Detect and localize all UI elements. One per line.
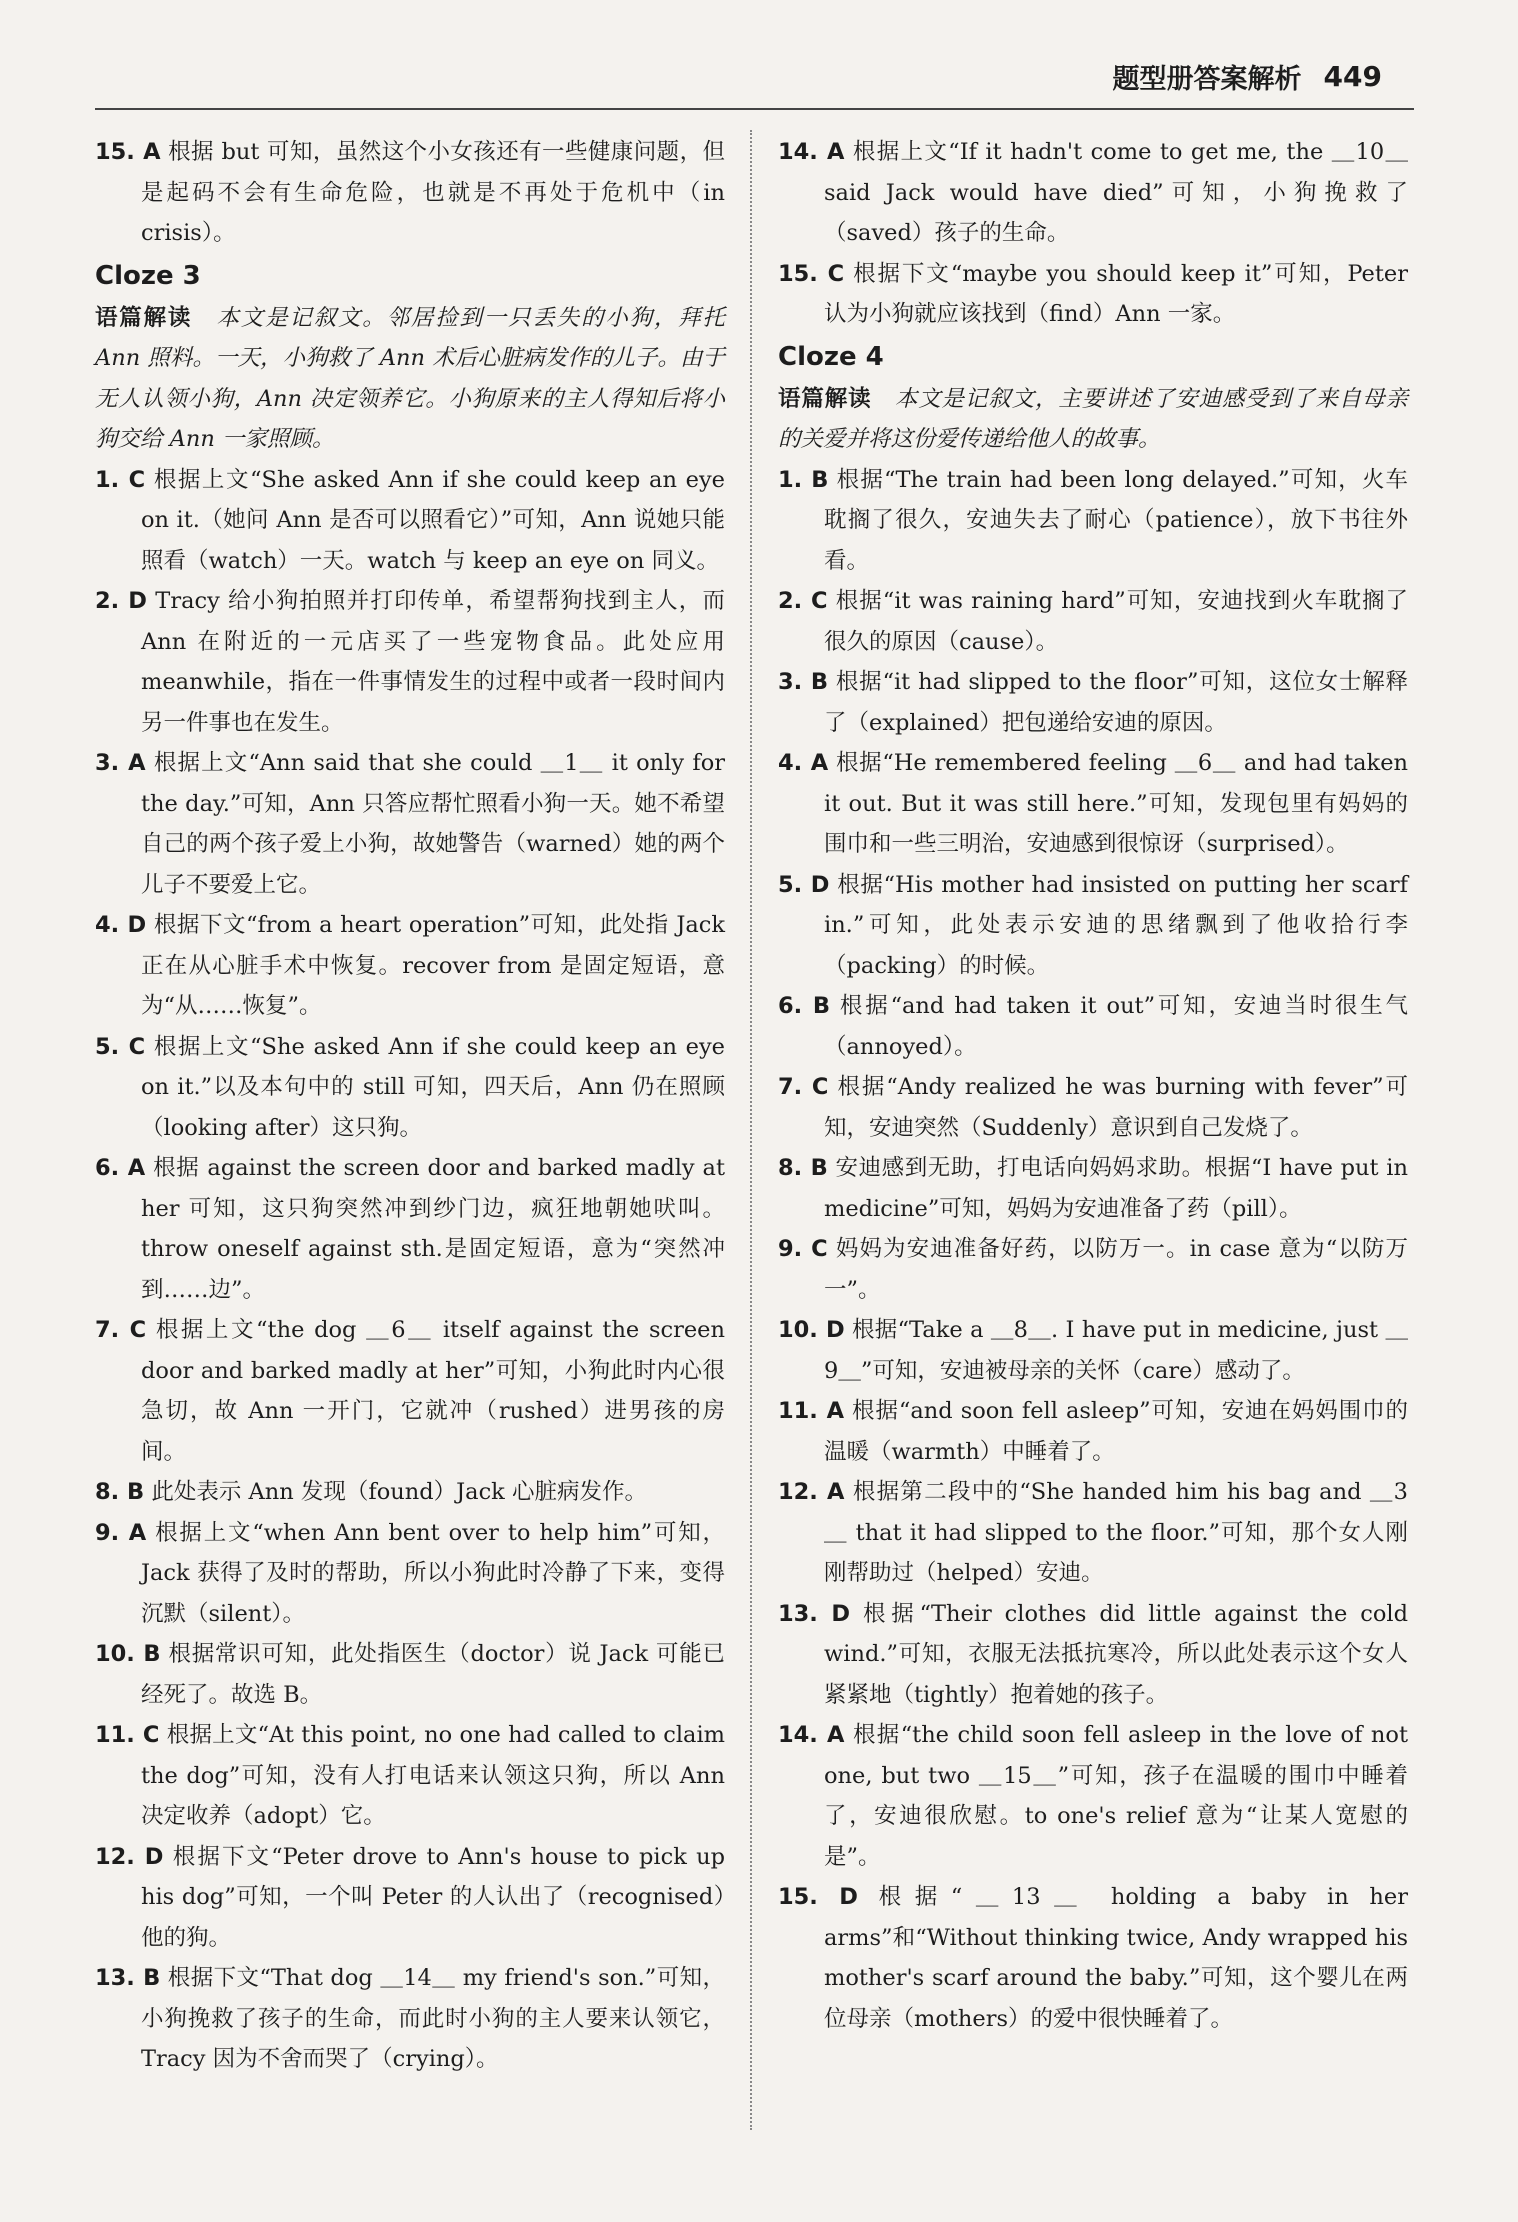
column-divider (750, 130, 752, 2130)
answer-item (95, 1513, 725, 1635)
answer-item (778, 1472, 1408, 1594)
answer-number: 14. A (778, 139, 845, 165)
section-heading: Cloze 3 (95, 260, 201, 291)
answer-item (778, 865, 1408, 987)
passage-summary (778, 379, 1408, 460)
answer-item (778, 1229, 1408, 1310)
answer-number: 15. D (778, 1884, 858, 1910)
answer-number: 6. B (778, 993, 830, 1019)
answer-number: 1. B (778, 466, 829, 493)
section-heading: Cloze 4 (778, 341, 884, 372)
answer-explanation: 根据“Their clothes did little against the cold wind.”可知，衣服无法抵抗寒冷，所以此处表示这个女人紧紧地（tightly）抱着她的孩子。 (824, 1600, 1408, 1708)
answer-item (95, 743, 725, 905)
summary-label: 语篇解读 (778, 385, 872, 412)
answer-item (95, 1148, 725, 1310)
answer-number: 1. C (95, 466, 146, 493)
summary-text: 本文是记叙文，主要讲述了安迪感受到了来自母亲的关爱并将这份爱传递给他人的故事。 (778, 385, 1408, 452)
answer-explanation: 根据第二段中的“She handed him his bag and ＿3＿ that it had slipped to the floor.”可知，那个女人刚刚帮助过（helped）安迪。 (824, 1479, 1409, 1586)
answer-number: 8. B (778, 1155, 828, 1181)
answer-number: 12. D (95, 1843, 164, 1870)
answer-explanation: 根据上文“Ann said that she could ＿1＿ it only for the day.”可知，Ann 只答应帮忙照看小狗一天。她不希望自己的两个孩子爱上小狗，故她警告（warned）她的两个儿子不要爱上它。 (141, 750, 725, 898)
answer-item (778, 662, 1408, 743)
answer-explanation: 根据上文“If it hadn't come to get me, the ＿10＿ said Jack would have died”可知，小狗挽救了（saved）孩子的生命。 (824, 139, 1409, 246)
answer-explanation: 根据上文“when Ann bent over to help him”可知，Jack 获得了及时的帮助，所以小狗此时冷静了下来，变得沉默（silent）。 (141, 1519, 726, 1627)
answer-explanation: 根据“The train had been long delayed.”可知，火车耽搁了很久，安迪失去了耐心（patience），放下书往外看。 (824, 466, 1409, 574)
answer-number: 6. A (95, 1155, 146, 1181)
answer-explanation: 根据上文“the dog ＿6＿ itself against the screen door and barked madly at her”可知，小狗此时内心很急切，故 Ann 一开门，它就冲（rushed）进男孩的房间。 (141, 1317, 725, 1465)
answer-number: 4. D (95, 912, 147, 938)
answer-number: 10. D (778, 1317, 845, 1343)
answer-item (95, 1634, 725, 1715)
answer-explanation: 根据常识可知，此处指医生（doctor）说 Jack 可能已经死了。故选 B。 (141, 1641, 725, 1708)
answer-number: 3. B (778, 669, 828, 695)
answer-item (778, 1594, 1408, 1716)
page-header (1113, 52, 1382, 100)
answer-number: 2. C (778, 588, 828, 614)
answer-explanation: Tracy 给小狗拍照并打印传单，希望帮狗找到主人，而 Ann 在附近的一元店买了一些宠物食品。此处应用 meanwhile，指在一件事情发生的过程中或者一段时间内另一件事也在发生。 (141, 588, 726, 736)
summary-label: 语篇解读 (95, 304, 193, 331)
header-rule (95, 108, 1414, 110)
summary-text: 本文是记叙文。邻居捡到一只丢失的小狗，拜托 Ann 照料。一天，小狗救了 Ann 术后心脏病发作的儿子。由于无人认领小狗，Ann 决定领养它。小狗原来的主人得知后将小狗交给 Ann 一家照顾。 (95, 304, 725, 452)
answer-number: 7. C (778, 1074, 829, 1100)
answer-explanation: 根据上文“She asked Ann if she could keep an eye on it.”以及本句中的 still 可知，四天后，Ann 仍在照顾（looking after）这只狗。 (141, 1033, 725, 1141)
answer-item (778, 1877, 1408, 2039)
answer-number: 10. B (95, 1641, 161, 1667)
answer-number: 4. A (778, 750, 829, 776)
answer-number: 9. A (95, 1519, 147, 1546)
answer-item (778, 460, 1408, 582)
answer-number: 11. A (778, 1398, 844, 1424)
answer-number: 11. C (95, 1722, 160, 1748)
answer-explanation: 安迪感到无助，打电话向妈妈求助。根据“I have put in medicine”可知，妈妈为安迪准备了药（pill）。 (824, 1155, 1408, 1222)
answer-item (778, 1067, 1408, 1148)
answer-item (95, 132, 725, 254)
answer-number: 15. A (95, 139, 161, 165)
answer-item (778, 1310, 1408, 1391)
answer-number: 2. D (95, 588, 147, 614)
answer-explanation: 根据上文“At this point, no one had called to claim the dog”可知，没有人打电话来认领这只狗，所以 Ann 决定收养（adopt）它。 (141, 1722, 725, 1829)
answer-item (778, 1148, 1408, 1229)
answer-number: 8. B (95, 1479, 145, 1505)
right-column (778, 132, 1408, 2039)
page-number: 449 (1323, 59, 1382, 93)
answer-item (95, 1027, 725, 1149)
answer-item (778, 581, 1408, 662)
answer-item (778, 132, 1408, 254)
answer-number: 5. D (778, 871, 830, 898)
answer-explanation: 根据“and soon fell asleep”可知，安迪在妈妈围巾的温暖（warmth）中睡着了。 (824, 1398, 1408, 1465)
answer-number: 12. A (778, 1479, 845, 1505)
answer-explanation: 此处表示 Ann 发现（found）Jack 心脏病发作。 (144, 1479, 647, 1505)
answer-explanation: 根据下文“Peter drove to Ann's house to pick up his dog”可知，一个叫 Peter 的人认出了（recognised）他的狗。 (141, 1843, 726, 1951)
answer-item (95, 1958, 725, 2080)
passage-summary (95, 298, 725, 460)
answer-explanation: 根据“and had taken it out”可知，安迪当时很生气（annoyed）。 (824, 993, 1408, 1060)
answer-explanation: 妈妈为安迪准备好药，以防万一。in case 意为“以防万一”。 (824, 1236, 1408, 1303)
answer-explanation: 根据下文“from a heart operation”可知，此处指 Jack 正在从心脏手术中恢复。recover from 是固定短语，意为“从……恢复”。 (141, 912, 725, 1019)
answer-number: 13. D (778, 1600, 851, 1627)
answer-explanation: 根据“His mother had insisted on putting her scarf in.”可知，此处表示安迪的思绪飘到了他收拾行李（packing）的时候。 (824, 871, 1408, 979)
answer-explanation: 根据“＿13＿ holding a baby in her arms”和“Without thinking twice, Andy wrapped his mother's scarf around the baby.”可知，这个婴儿在两位母亲（mothers）的爱中很快睡着了。 (824, 1884, 1408, 2032)
answer-explanation: 根据“Take a ＿8＿. I have put in medicine, just ＿9＿”可知，安迪被母亲的关怀（care）感动了。 (824, 1317, 1408, 1384)
answer-item (95, 1472, 725, 1513)
answer-item (778, 254, 1408, 335)
left-column (95, 132, 725, 2080)
answer-item (778, 743, 1408, 865)
answer-number: 13. B (95, 1965, 161, 1991)
answer-item (778, 986, 1408, 1067)
answer-explanation: 根据 against the screen door and barked madly at her 可知，这只狗突然冲到纱门边，疯狂地朝她吠叫。throw oneself against sth.是固定短语，意为“突然冲到……边”。 (141, 1155, 725, 1303)
answer-explanation: 根据上文“She asked Ann if she could keep an eye on it.（她问 Ann 是否可以照看它）”可知，Ann 说她只能照看（watch）一天。watch 与 keep an eye on 同义。 (141, 466, 725, 574)
answer-explanation: 根据“Andy realized he was burning with fever”可知，安迪突然（Suddenly）意识到自己发烧了。 (824, 1074, 1408, 1141)
answer-item (778, 1715, 1408, 1877)
answer-number: 15. C (778, 260, 845, 287)
answer-item (95, 460, 725, 582)
answer-number: 14. A (778, 1722, 845, 1748)
answer-item (95, 1310, 725, 1472)
answer-explanation: 根据“it was raining hard”可知，安迪找到火车耽搁了很久的原因（cause）。 (824, 588, 1408, 655)
answer-item (95, 581, 725, 743)
answer-item (95, 1715, 725, 1837)
answer-explanation: 根据“it had slipped to the floor”可知，这位女士解释了（explained）把包递给安迪的原因。 (824, 669, 1408, 736)
answer-explanation: 根据“He remembered feeling ＿6＿ and had taken it out. But it was still here.”可知，发现包里有妈妈的围巾和一些三明治，安迪感到很惊讶（surprised）。 (824, 750, 1409, 857)
answer-item (95, 905, 725, 1027)
answer-number: 7. C (95, 1317, 147, 1343)
answer-number: 5. C (95, 1033, 146, 1060)
answer-explanation: 根据 but 可知，虽然这个小女孩还有一些健康问题，但是起码不会有生命危险，也就是不再处于危机中（in crisis）。 (141, 139, 725, 246)
header-title: 题型册答案解析 (1112, 63, 1302, 95)
answer-explanation: 根据“the child soon fell asleep in the love of not one, but two ＿15＿”可知，孩子在温暖的围巾中睡着了，安迪很欣慰。to one's relief 意为“让某人宽慰的是”。 (824, 1722, 1408, 1870)
answer-explanation: 根据下文“maybe you should keep it”可知，Peter 认为小狗就应该找到（find）Ann 一家。 (824, 260, 1408, 327)
answer-item (95, 1837, 725, 1959)
answer-explanation: 根据下文“That dog ＿14＿ my friend's son.”可知，小狗挽救了孩子的生命，而此时小狗的主人要来认领它，Tracy 因为不舍而哭了（crying）。 (141, 1965, 726, 2072)
answer-item (778, 1391, 1408, 1472)
answer-number: 3. A (95, 750, 146, 776)
answer-number: 9. C (778, 1236, 828, 1262)
